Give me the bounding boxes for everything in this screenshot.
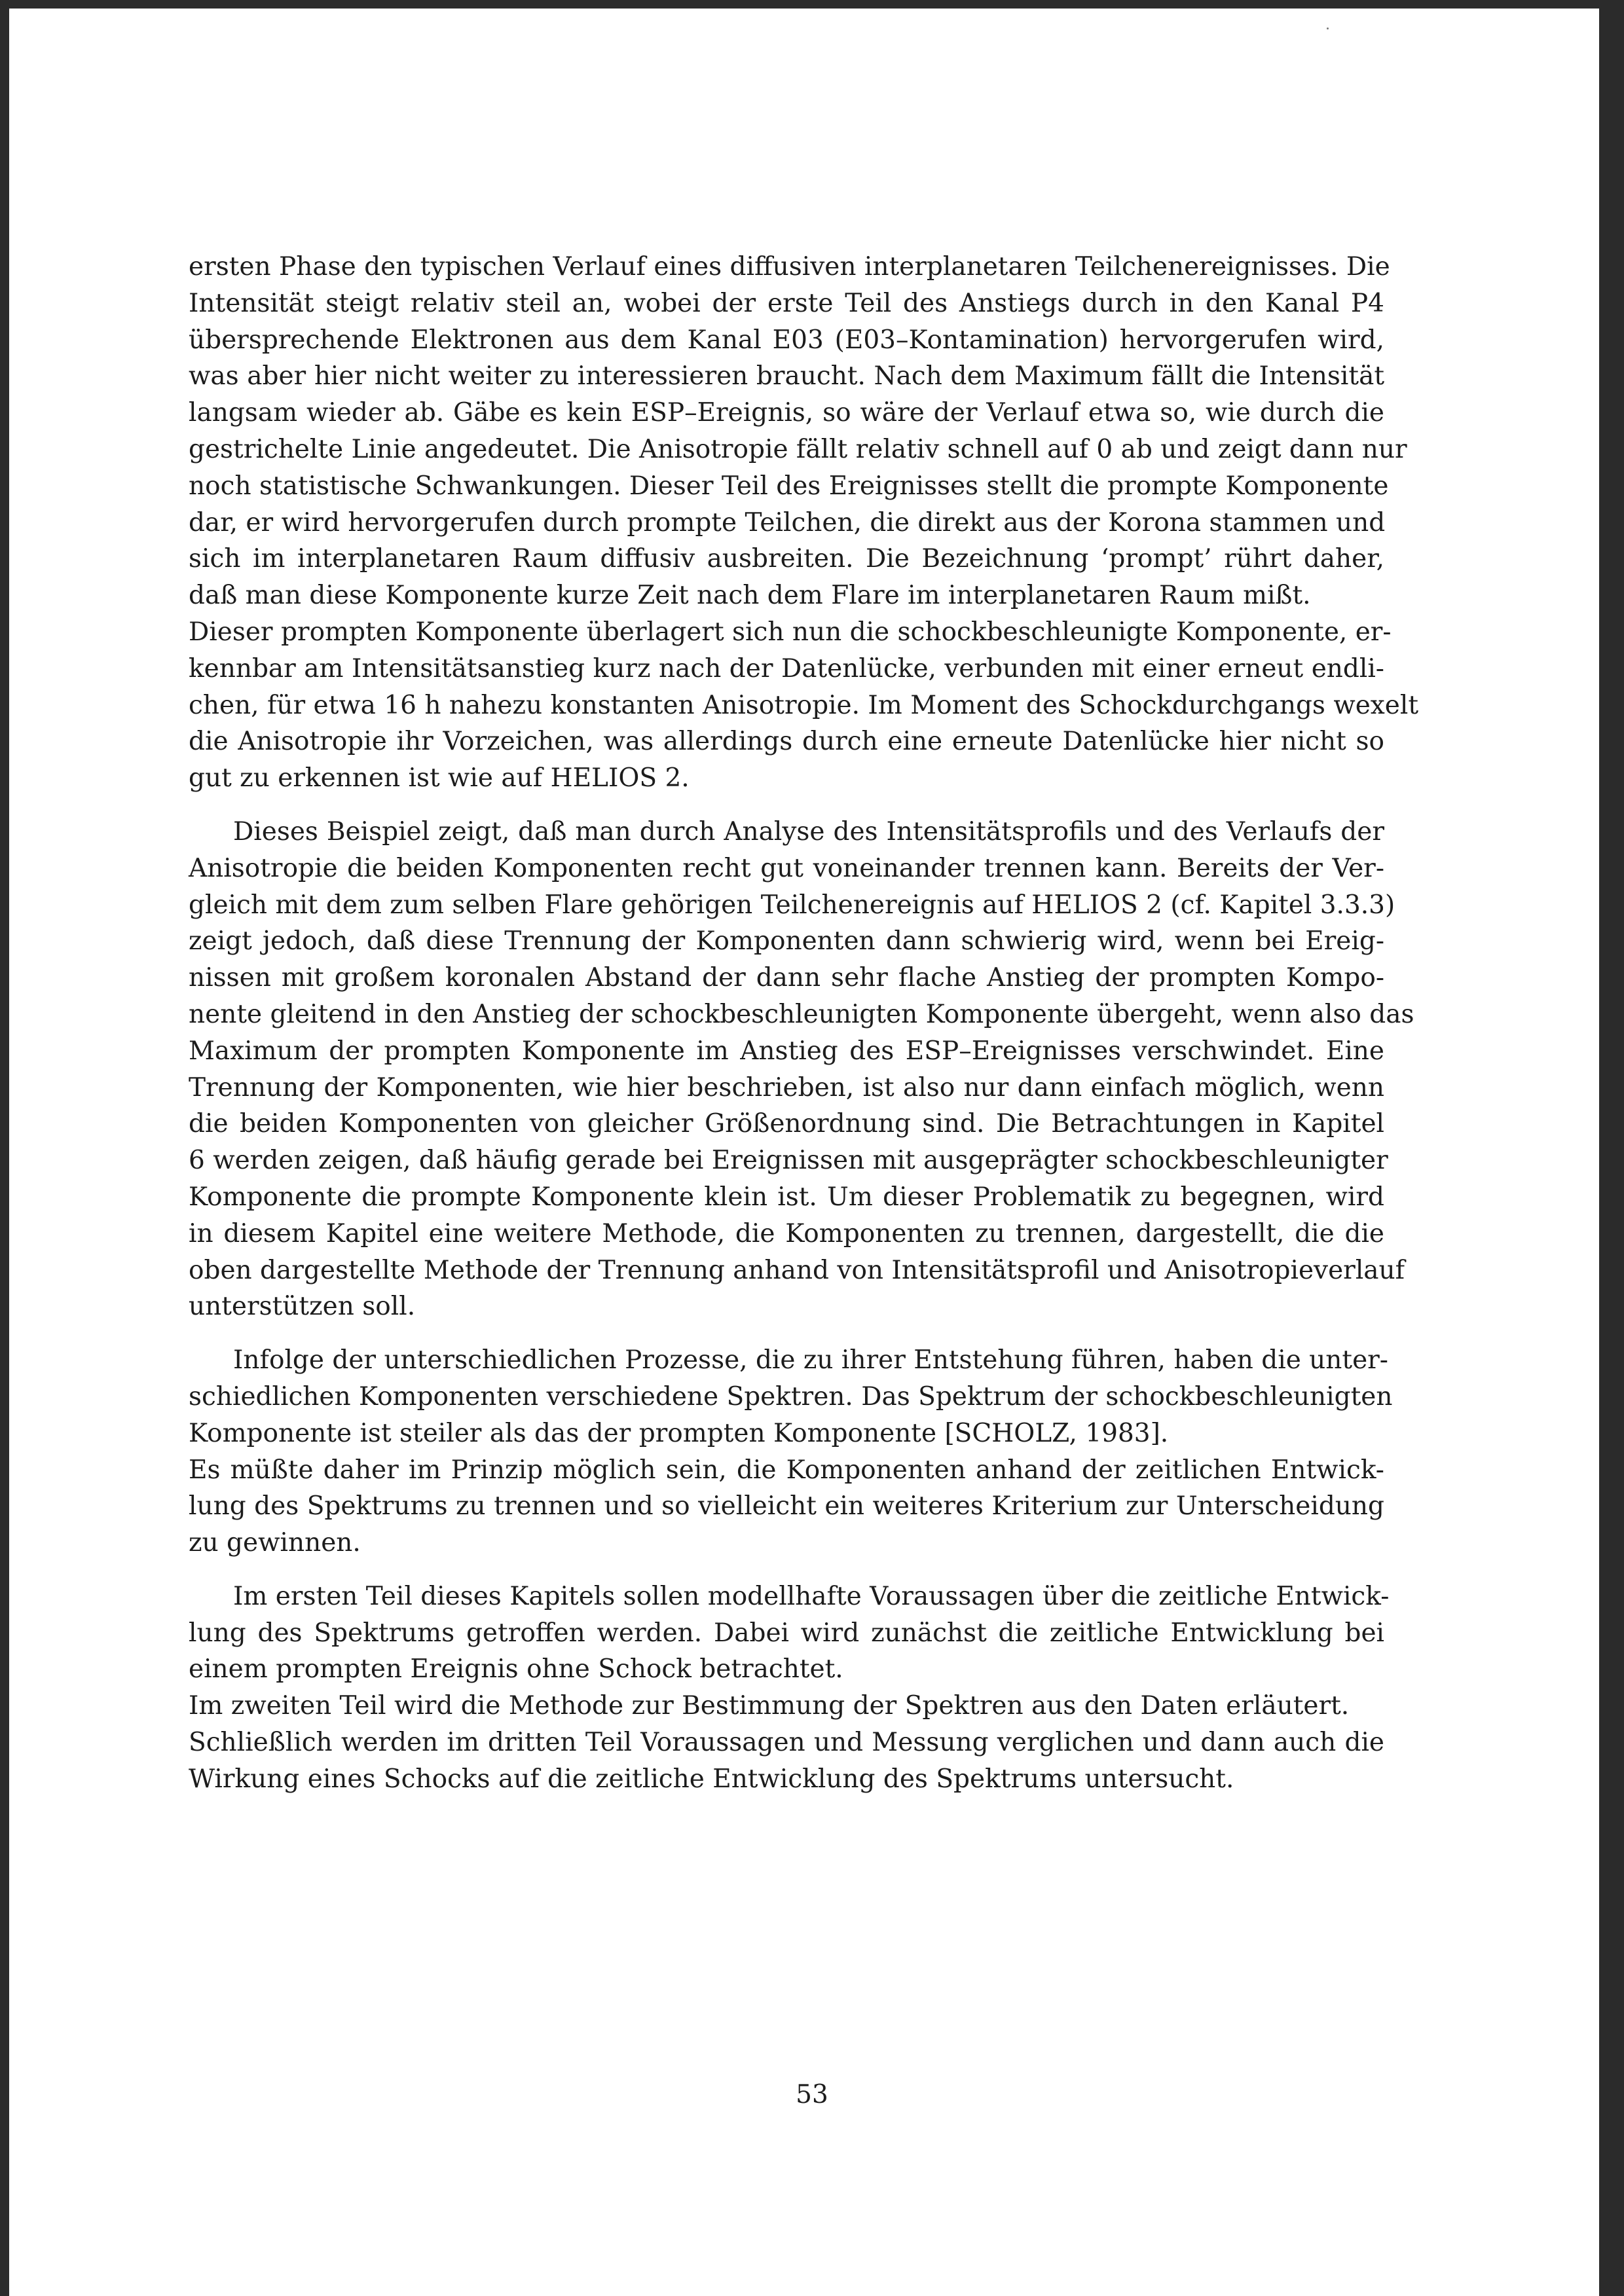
paragraph <box>189 1452 1384 1561</box>
paragraph <box>189 249 1407 614</box>
paragraph-gap <box>189 1561 1384 1578</box>
text-line: Infolge der unterschiedlichen Prozesse, die zu ihrer Entstehung führen, haben die unter- <box>233 1345 1388 1376</box>
paragraph-gap <box>189 797 1384 814</box>
paragraph <box>189 814 1414 1325</box>
text-line: einem prompten Ereignis ohne Schock betrachtet. <box>189 1654 843 1685</box>
text-line: langsam wieder ab. Gäbe es kein ESP–Ereignis, so wäre der Verlauf etwa so, wie durch die <box>189 398 1384 428</box>
paragraph <box>189 1724 1384 1798</box>
text-line: Komponente ist steiler als das der prompten Komponente [SCHOLZ, 1983]. <box>189 1418 1169 1448</box>
text-line: lung des Spektrums getroffen werden. Dabei wird zunächst die zeitliche Entwicklung bei <box>189 1618 1384 1648</box>
text-line: die Anisotropie ihr Vorzeichen, was allerdings durch eine erneute Datenlücke hier nicht so <box>189 727 1384 757</box>
text-line: chen, für etwa 16 h nahezu konstanten Anisotropie. Im Moment des Schockdurchgangs wexelt <box>189 690 1419 720</box>
text-line: Im ersten Teil dieses Kapitels sollen modellhafte Voraussagen über die zeitliche Entwick- <box>233 1581 1390 1611</box>
text-line: nente gleitend in den Anstieg der schockbeschleunigten Komponente übergeht, wenn also das <box>189 999 1414 1029</box>
text-line: unterstützen soll. <box>189 1292 416 1322</box>
text-line: zu gewinnen. <box>189 1528 361 1558</box>
text-line: Wirkung eines Schocks auf die zeitliche Entwicklung des Spektrums untersucht. <box>189 1764 1234 1794</box>
page-number: 53 <box>796 2080 828 2109</box>
text-line: gleich mit dem zum selben Flare gehörigen Teilchenereignis auf HELIOS 2 (cf. Kapitel 3.3.3) <box>189 890 1395 920</box>
paragraph <box>189 614 1419 797</box>
text-line: gestrichelte Linie angedeutet. Die Anisotropie fällt relativ schnell auf 0 ab und zeigt dann nur <box>189 434 1407 464</box>
text-line: was aber hier nicht weiter zu interessieren braucht. Nach dem Maximum fällt die Intensität <box>189 361 1384 392</box>
scan-speck <box>1327 27 1329 29</box>
text-line: ersten Phase den typischen Verlauf eines diffusiven interplanetaren Teilchenereignisses. Die <box>189 252 1390 282</box>
text-line: 6 werden zeigen, daß häufig gerade bei Ereignissen mit ausgeprägter schockbeschleunigter <box>189 1146 1388 1176</box>
text-line: übersprechende Elektronen aus dem Kanal E03 (E03–Kontamination) hervorgerufen wird, <box>189 325 1384 355</box>
text-line: Schließlich werden im dritten Teil Voraussagen und Messung verglichen und dann auch die <box>189 1728 1384 1758</box>
text-line: in diesem Kapitel eine weitere Methode, die Komponenten zu trennen, dargestellt, die die <box>189 1218 1384 1248</box>
text-line: Intensität steigt relativ steil an, wobei der erste Teil des Anstiegs durch in den Kanal P4 <box>189 288 1384 318</box>
text-line: Im zweiten Teil wird die Methode zur Bestimmung der Spektren aus den Daten erläutert. <box>189 1691 1350 1721</box>
text-line: schiedlichen Komponenten verschiedene Spektren. Das Spektrum der schockbeschleunigten <box>189 1381 1393 1412</box>
text-line: nissen mit großem koronalen Abstand der dann sehr flache Anstieg der prompten Kompo- <box>189 963 1384 993</box>
scan-border-top <box>0 0 1624 9</box>
body-text <box>189 249 1419 1798</box>
text-line: Dieses Beispiel zeigt, daß man durch Analyse des Intensitätsprofils und des Verlaufs der <box>233 816 1384 847</box>
paragraph <box>189 1578 1390 1688</box>
text-line: zeigt jedoch, daß diese Trennung der Komponenten dann schwierig wird, wenn bei Ereig- <box>189 926 1384 957</box>
paragraph <box>189 1342 1393 1451</box>
text-line: Maximum der prompten Komponente im Anstieg des ESP–Ereignisses verschwindet. Eine <box>189 1036 1384 1066</box>
text-line: Trennung der Komponenten, wie hier beschrieben, ist also nur dann einfach möglich, wenn <box>189 1072 1384 1102</box>
paragraph <box>189 1688 1384 1724</box>
text-line: noch statistische Schwankungen. Dieser Teil des Ereignisses stellt die prompte Komponente <box>189 471 1389 501</box>
paragraph-gap <box>189 1325 1384 1342</box>
text-line: Es müßte daher im Prinzip möglich sein, die Komponenten anhand der zeitlichen Entwick- <box>189 1455 1384 1485</box>
text-line: dar, er wird hervorgerufen durch prompte Teilchen, die direkt aus der Korona stammen und <box>189 507 1386 538</box>
text-line: sich im interplanetaren Raum diffusiv ausbreiten. Die Bezeichnung ‘prompt’ rührt daher, <box>189 544 1384 574</box>
text-line: Anisotropie die beiden Komponenten recht gut voneinander trennen kann. Bereits der Ver- <box>189 853 1384 883</box>
text-line: gut zu erkennen ist wie auf HELIOS 2. <box>189 763 690 793</box>
scan-border-left <box>0 0 9 2296</box>
text-line: Dieser prompten Komponente überlagert sich nun die schockbeschleunigte Komponente, er- <box>189 617 1392 647</box>
text-line: die beiden Komponenten von gleicher Größenordnung sind. Die Betrachtungen in Kapitel <box>189 1109 1384 1139</box>
text-line: lung des Spektrums zu trennen und so vielleicht ein weiteres Kriterium zur Unterscheidung <box>189 1491 1384 1522</box>
text-line: Komponente die prompte Komponente klein ist. Um dieser Problematik zu begegnen, wird <box>189 1182 1384 1212</box>
text-line: oben dargestellte Methode der Trennung anhand von Intensitätsprofil und Anisotropieverlauf <box>189 1255 1405 1285</box>
text-line: kennbar am Intensitätsanstieg kurz nach der Datenlücke, verbunden mit einer erneut endli- <box>189 653 1384 683</box>
text-line: daß man diese Komponente kurze Zeit nach dem Flare im interplanetaren Raum mißt. <box>189 581 1311 611</box>
scan-border-right <box>1599 0 1624 2296</box>
